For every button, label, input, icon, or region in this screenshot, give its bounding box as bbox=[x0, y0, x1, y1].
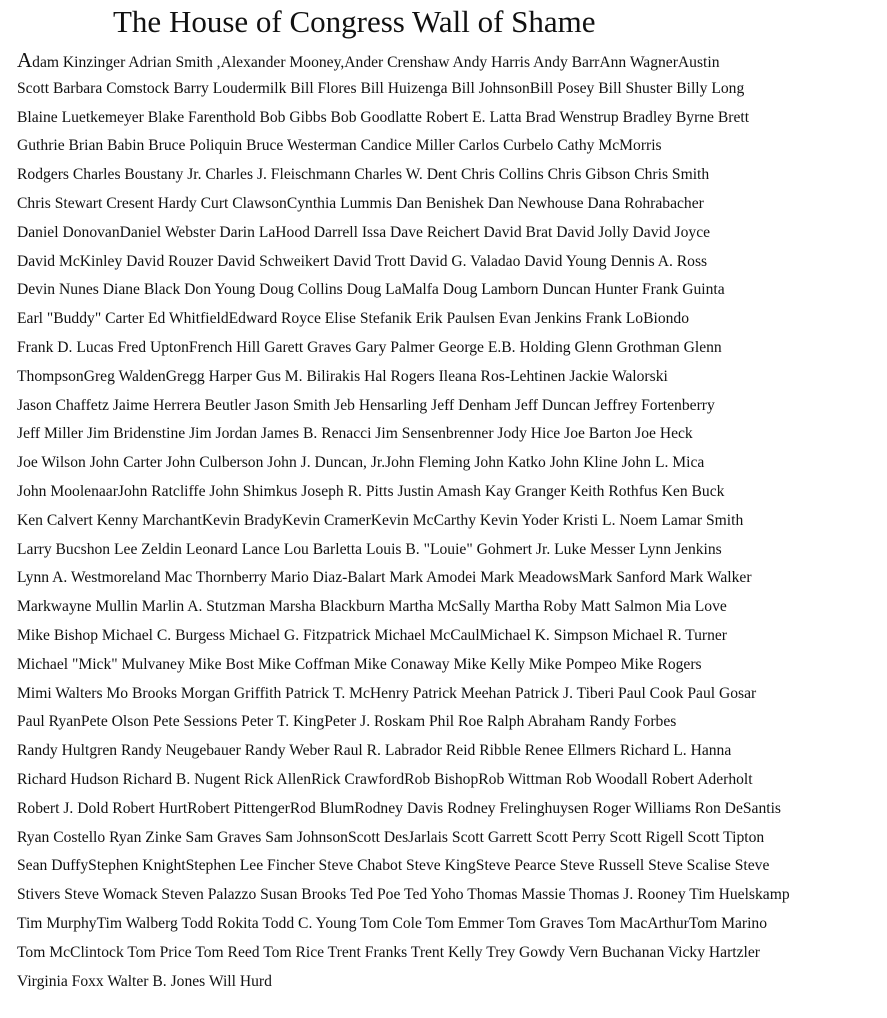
list-line: Tim MurphyTim Walberg Todd Rokita Todd C. Young Tom Cole Tom Emmer Tom Graves Tom MacArthurTom Marino bbox=[17, 914, 768, 932]
list-line: Michael "Mick" Mulvaney Mike Bost Mike Coffman Mike Conaway Mike Kelly Mike Pompeo Mike Rogers bbox=[17, 655, 702, 673]
list-line-text: dam Kinzinger Adrian Smith ,Alexander Mooney,Ander Crenshaw Andy Harris Andy BarrAnn WagnerAustin bbox=[32, 54, 720, 71]
list-line: Jason Chaffetz Jaime Herrera Beutler Jason Smith Jeb Hensarling Jeff Denham Jeff Duncan Jeffrey Fortenberry bbox=[17, 396, 715, 414]
list-line: Markwayne Mullin Marlin A. Stutzman Marsha Blackburn Martha McSally Martha Roby Matt Salmon Mia Love bbox=[17, 598, 727, 616]
list-line: Randy Hultgren Randy Neugebauer Randy Weber Raul R. Labrador Reid Ribble Renee Ellmers Richard L. Hanna bbox=[17, 742, 732, 760]
list-line: Jeff Miller Jim Bridenstine Jim Jordan James B. Renacci Jim Sensenbrenner Jody Hice Joe Barton Joe Heck bbox=[17, 425, 693, 443]
page-title: The House of Congress Wall of Shame bbox=[113, 4, 596, 39]
names-list bbox=[17, 46, 877, 996]
list-line: Richard Hudson Richard B. Nugent Rick AllenRick CrawfordRob BishopRob Wittman Rob Woodall Robert Aderholt bbox=[17, 770, 753, 788]
list-line: Ken Calvert Kenny MarchantKevin BradyKevin CramerKevin McCarthy Kevin Yoder Kristi L. Noem Lamar Smith bbox=[17, 511, 744, 529]
list-line: Daniel DonovanDaniel Webster Darin LaHood Darrell Issa Dave Reichert David Brat David Jolly David Joyce bbox=[17, 223, 711, 241]
list-line: Mimi Walters Mo Brooks Morgan Griffith Patrick T. McHenry Patrick Meehan Patrick J. Tiberi Paul Cook Paul Gosar bbox=[17, 684, 757, 702]
list-line: Mike Bishop Michael C. Burgess Michael G. Fitzpatrick Michael McCaulMichael K. Simpson Michael R. Turner bbox=[17, 626, 728, 644]
list-line: Guthrie Brian Babin Bruce Poliquin Bruce Westerman Candice Miller Carlos Curbelo Cathy McMorris bbox=[17, 137, 662, 155]
list-line: Earl "Buddy" Carter Ed WhitfieldEdward Royce Elise Stefanik Erik Paulsen Evan Jenkins Frank LoBiondo bbox=[17, 310, 690, 328]
list-line: John MoolenaarJohn Ratcliffe John Shimkus Joseph R. Pitts Justin Amash Kay Granger Keith Rothfus Ken Buck bbox=[17, 482, 725, 500]
list-line: Frank D. Lucas Fred UptonFrench Hill Garett Graves Gary Palmer George E.B. Holding Glenn Grothman Glenn bbox=[17, 338, 722, 356]
list-line: Virginia Foxx Walter B. Jones Will Hurd bbox=[17, 972, 272, 990]
list-line: Tom McClintock Tom Price Tom Reed Tom Rice Trent Franks Trent Kelly Trey Gowdy Vern Buchanan Vicky Hartzler bbox=[17, 943, 760, 961]
list-line bbox=[17, 46, 877, 75]
list-line: Blaine Luetkemeyer Blake Farenthold Bob Gibbs Bob Goodlatte Robert E. Latta Brad Wenstrup Bradley Byrne Brett bbox=[17, 108, 750, 126]
list-line: Sean DuffyStephen KnightStephen Lee Fincher Steve Chabot Steve KingSteve Pearce Steve Russell Steve Scalise Steve bbox=[17, 857, 770, 875]
list-line: David McKinley David Rouzer David Schweikert David Trott David G. Valadao David Young Dennis A. Ross bbox=[17, 252, 708, 270]
list-line: Paul RyanPete Olson Pete Sessions Peter T. KingPeter J. Roskam Phil Roe Ralph Abraham Randy Forbes bbox=[17, 713, 677, 731]
list-line: Chris Stewart Cresent Hardy Curt ClawsonCynthia Lummis Dan Benishek Dan Newhouse Dana Rohrabacher bbox=[17, 194, 704, 212]
list-line: Larry Bucshon Lee Zeldin Leonard Lance Lou Barletta Louis B. "Louie" Gohmert Jr. Luke Messer Lynn Jenkins bbox=[17, 540, 722, 558]
list-line: Stivers Steve Womack Steven Palazzo Susan Brooks Ted Poe Ted Yoho Thomas Massie Thomas J. Rooney Tim Huelskamp bbox=[17, 886, 790, 904]
list-line: Lynn A. Westmoreland Mac Thornberry Mario Diaz-Balart Mark Amodei Mark MeadowsMark Sanford Mark Walker bbox=[17, 569, 752, 587]
list-line: Robert J. Dold Robert HurtRobert PittengerRod BlumRodney Davis Rodney Frelinghuysen Roger Williams Ron DeSantis bbox=[17, 799, 781, 817]
list-line: Rodgers Charles Boustany Jr. Charles J. Fleischmann Charles W. Dent Chris Collins Chris Gibson Chris Smith bbox=[17, 166, 710, 184]
list-line: Joe Wilson John Carter John Culberson John J. Duncan, Jr.John Fleming John Katko John Kline John L. Mica bbox=[17, 454, 705, 472]
list-line: Scott Barbara Comstock Barry Loudermilk Bill Flores Bill Huizenga Bill JohnsonBill Posey Bill Shuster Billy Long bbox=[17, 79, 745, 97]
list-line: ThompsonGreg WaldenGregg Harper Gus M. Bilirakis Hal Rogers Ileana Ros-Lehtinen Jackie Walorski bbox=[17, 367, 668, 385]
list-line: Ryan Costello Ryan Zinke Sam Graves Sam JohnsonScott DesJarlais Scott Garrett Scott Perry Scott Rigell Scott Tipton bbox=[17, 828, 765, 846]
list-line: Devin Nunes Diane Black Don Young Doug Collins Doug LaMalfa Doug Lamborn Duncan Hunter Frank Guinta bbox=[17, 281, 725, 299]
drop-cap: A bbox=[17, 48, 33, 72]
